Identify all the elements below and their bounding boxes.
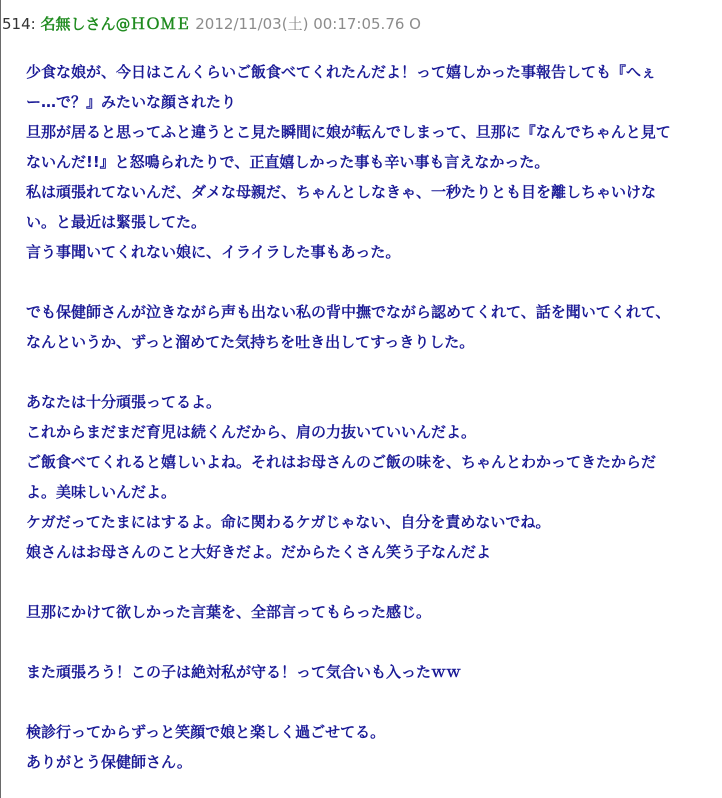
post-date: 2012/11/03(土) 00:17:05.76 O <box>195 15 421 33</box>
body-line-blank <box>26 357 718 387</box>
body-line: 娘さんはお母さんのこと大好きだよ。だからたくさん笑う子なんだよ <box>26 543 492 561</box>
body-line: ー…で？』みたいな顔されたり <box>26 93 237 111</box>
post-number: 514: <box>2 15 36 33</box>
body-line: よ。美味しいんだよ。 <box>26 483 177 501</box>
body-line-blank <box>26 567 718 597</box>
body-line: 検診行ってからずっと笑顔で娘と楽しく過ごせてる。 <box>26 723 386 741</box>
body-line: これからまだまだ育児は続くんだから、肩の力抜いていいんだよ。 <box>26 423 477 441</box>
post-header <box>2 12 421 36</box>
body-line: なんというか、ずっと溜めてた気持ちを吐き出してすっきりした。 <box>26 333 475 351</box>
body-line-blank <box>26 267 718 297</box>
body-line: ないんだ!!』と怒鳴られたりで、正直嬉しかった事も辛い事も言えなかった。 <box>26 153 550 171</box>
body-line: ご飯食べてくれると嬉しいよね。それはお母さんのご飯の味を、ちゃんとわかってきたからだ <box>26 453 657 471</box>
body-line: 旦那が居ると思ってふと違うとこ見た瞬間に娘が転んでしまって、旦那に『なんでちゃんと見て <box>26 123 671 141</box>
body-line: でも保健師さんが泣きながら声も出ない私の背中撫でながら認めてくれて、話を聞いてくれて、 <box>26 303 671 321</box>
body-line: 旦那にかけて欲しかった言葉を、全部言ってもらった感じ。 <box>26 603 432 621</box>
body-line: あなたは十分頑張ってるよ。 <box>26 393 222 411</box>
body-line: ありがとう保健師さん。 <box>26 753 192 771</box>
body-line: い。と最近は緊張してた。 <box>26 213 207 231</box>
post-body <box>26 57 718 777</box>
left-border-line <box>0 0 1 798</box>
body-line-blank <box>26 687 718 717</box>
body-line: 私は頑張れてないんだ、ダメな母親だ、ちゃんとしなきゃ、一秒たりとも目を離しちゃいけな <box>26 183 657 201</box>
body-line: 少食な娘が、今日はこんくらいご飯食べてくれたんだよ！って嬉しかった事報告しても『へぇ <box>26 63 657 81</box>
poster-name: 名無しさん@ＨＯＭＥ <box>40 15 191 33</box>
body-line: ケガだってたまにはするよ。命に関わるケガじゃない、自分を責めないでね。 <box>26 513 551 531</box>
body-line: また頑張ろう！この子は絶対私が守る！って気合いも入ったｗｗ <box>26 663 462 681</box>
body-line-blank <box>26 627 718 657</box>
body-line: 言う事聞いてくれない娘に、イライラした事もあった。 <box>26 243 401 261</box>
